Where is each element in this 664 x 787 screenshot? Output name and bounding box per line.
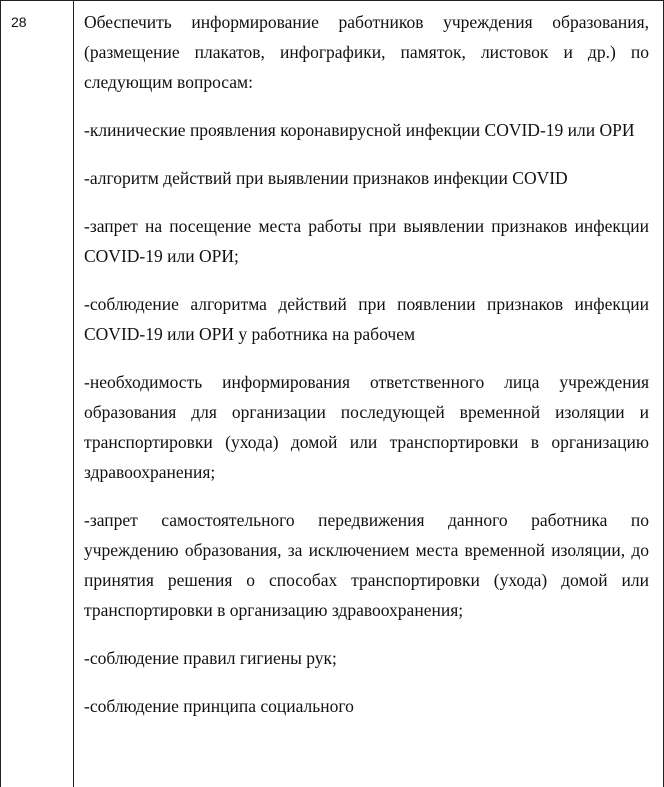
row-content xyxy=(74,1,663,721)
row-number-cell xyxy=(1,1,74,787)
list-item: -запрет самостоятельного передвижения данного работника по учреждению образования, за исключением места временной изоляции, до принятия решения о способах транспортировки (ухода) домой или транспортировки в организацию здравоохранения; xyxy=(84,510,649,620)
table-row xyxy=(1,1,664,787)
row-text-cell xyxy=(74,1,664,787)
row-number: 28 xyxy=(11,14,27,30)
list-item: -соблюдение принципа социального xyxy=(84,696,354,716)
intro-paragraph: Обеспечить информирование работников учреждения образования, (размещение плакатов, инфографики, памяток, листовок и др.) по следующим вопросам: xyxy=(84,12,649,92)
list-item: -алгоритм действий при выявлении признаков инфекции COVID xyxy=(84,168,568,188)
list-item: -клинические проявления коронавирусной инфекции COVID-19 или ОРИ xyxy=(84,120,635,140)
list-item: -соблюдение правил гигиены рук; xyxy=(84,648,337,668)
list-item: -необходимость информирования ответственного лица учреждения образования для организации последующей временной изоляции и транспортировки (ухода) домой или транспортировки в организацию здравоохранения; xyxy=(84,372,649,482)
list-item: -соблюдение алгоритма действий при появлении признаков инфекции COVID-19 или ОРИ у работника на рабочем xyxy=(84,294,649,344)
list-item: -запрет на посещение места работы при выявлении признаков инфекции COVID-19 или ОРИ; xyxy=(84,216,649,266)
